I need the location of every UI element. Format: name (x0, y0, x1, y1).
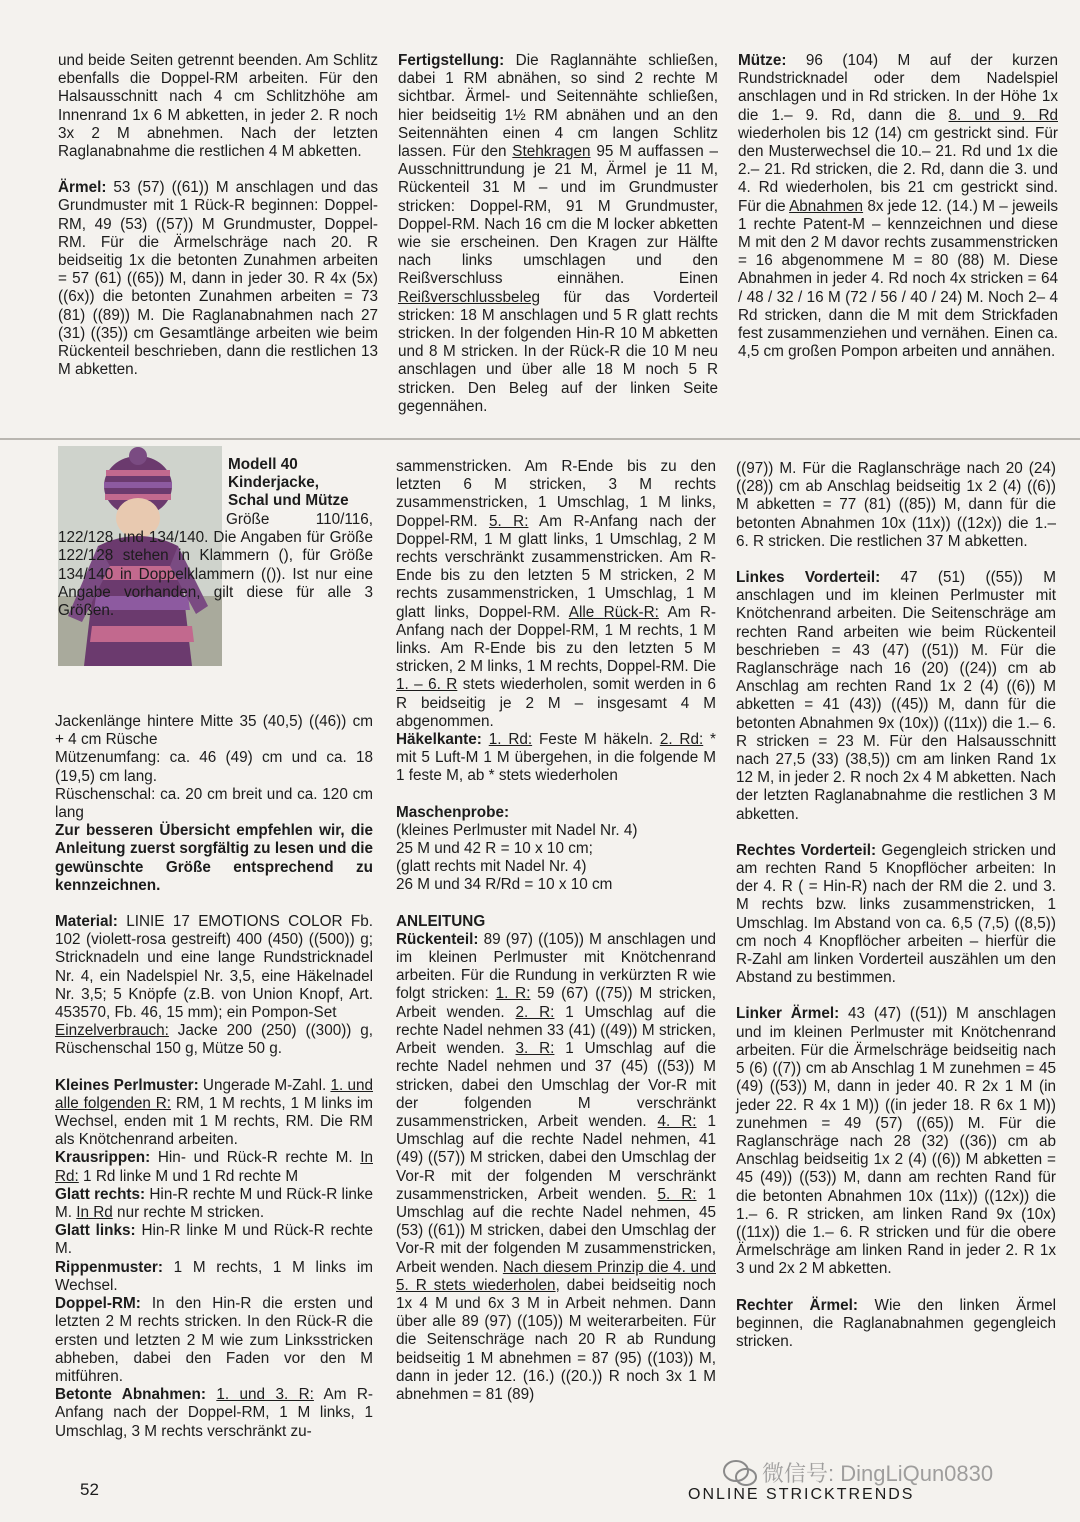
rueckenteil: Rückenteil: 89 (97) ((105)) M anschlagen und im kleinen Perlmuster mit Knötchenrand arbeiten. Für die Rundung in verkürzten R wie folgt stricken: 1. R: 59 (67) ((75)) M stricken, Arbeit wenden. 2. R: 1 Umschlag auf die rechte Nadel nehmen 33 (41) ((49)) M stricken, Arbeit wenden. 3. R: 1 Umschlag auf die rechte Nadel nehmen und 37 (45) ((53)) M stricken, dabei den Umschlag der Vor-R mit der folgenden M verschränkt zusammenstricken, Arbeit wenden. 4. R: 1 Umschlag auf die rechte Nadel nehmen, 41 (49) ((57)) M stricken, dabei den Umschlag der Vor-R mit der folgenden M verschränkt zusammenstricken, Arbeit wenden. 5. R: 1 Umschlag auf die rechte Nadel nehmen, 45 (53) ((61)) M stricken, dabei den Umschlag der Vor-R mit der folgenden M zusammenstricken, Arbeit wenden. Nach diesem Prinzip die 4. und 5. R stets wiederholen, dabei beidseitig noch 1x 4 M und 6x 3 M in Arbeit nehmen. Dann über alle 89 (97) ((105)) M weiterarbeiten. Für die Seitenschräge nach 20 R ab Rundung beidseitig 1 M abnehmen = 87 (95) ((103)) M, dann in jeder 12. (16.) ((20.)) R noch 3x 1 M abnehmen = 81 (89) (396, 930, 716, 1403)
underlined-term: Abnahmen (789, 197, 864, 215)
section-divider (0, 438, 1080, 440)
rechter-aermel: Rechter Ärmel: Wie den linken Ärmel beginnen, die Raglanabnahmen gegengleich stricken. (736, 1296, 1057, 1350)
bottom-column-1-intro (228, 456, 373, 511)
watermark-text: 微信号: DingLiQun0830 (762, 1461, 994, 1486)
paragraph (58, 52, 378, 161)
text: 96 (104) M auf der kurzen Rundstricknadel oder dem Nadelspiel anschlagen und in Rd stricken. In der Höhe 1x die 1.– 9. Rd, dann die (738, 52, 1058, 124)
linkes-vorderteil: Linkes Vorderteil: 47 (51) ((55)) M anschlagen und im kleinen Perlmuster mit Knötchenrand arbeiten. Die Seitenschräge am rechten Rand arbeiten wie beim Rückenteil beschrieben = 43 (47) ((51)) M. Für die Raglanschräge nach 16 (20) ((24)) cm ab Anschlag am rechten Rand 1x 2 (4) ((6)) M abketten = 41 (43)) ((45)) M, dann für die betonten Abnahmen 9x (10x)) ((11x)) die 1.– 6. R stricken = 23 M. Für den Halsausschnitt nach 27,5 (33) (38,5)) cm am linken Rand 1x 12 M, in jeder 2. R noch 2x 4 M abketten. Nach der letzten Raglanabnahme die restlichen 3 M abketten. (736, 569, 1056, 823)
doppel-rm: Doppel-RM: In den Hin-R die ersten und letzten 2 M rechts stricken. In den Rück-R die ersten und letzten 2 M wie zum Linksstricken abheben, dabei den Faden vor den M mitführen. (55, 1295, 373, 1385)
top-column-1 (58, 52, 378, 397)
model-subtitle: Schal und Mütze (228, 492, 349, 510)
bottom-column-3 (736, 460, 1056, 1369)
text: für das Vorderteil stricken: 18 M anschlagen und 5 R glatt rechts stricken. In der folgenden Hin-R 10 M abketten und 8 M stricken. In der Rück-R die 10 M neu anschlagen und über alle 18 M noch 5 R stricken. Den Beleg auf der linken Seite gegennähen. (398, 288, 718, 415)
glatt-links: Glatt links: Hin-R linke M und Rück-R rechte M. (55, 1222, 374, 1258)
maschenprobe: Maschenprobe: (kleines Perlmuster mit Nadel Nr. 4) 25 M und 42 R = 10 x 10 cm; (glatt rechts mit Nadel Nr. 4) 26 M und 34 R/Rd = 10 x 10 cm (396, 803, 638, 894)
jacket-length: Jackenlänge hintere Mitte 35 (40,5) ((46)) cm + 4 cm Rüsche (55, 713, 373, 749)
sizes-text: Größe 110/116, 122/128 und 134/140. Die Angaben für Größe 122/128 stehen in Klammern (), für Größe 134/140 in Doppelklammern (()). Ist nur eine Angabe vorhanden, gilt diese für alle 3 Größen. (58, 511, 373, 620)
betonte-abnahmen: Betonte Abnahmen: 1. und 3. R: Am R-Anfang nach der Doppel-RM, 1 M links, 1 Umschlag, 3 M rechts verschränkt zu- (55, 1386, 373, 1440)
scarf-size: Rüschenschal: ca. 20 cm breit und ca. 120 cm lang (55, 785, 373, 822)
underlined-term: Einzelverbrauch: (55, 1022, 169, 1040)
paragraph-fertigstellung (398, 52, 718, 416)
text: 8x jede 12. (14.) M – jeweils 1 rechte Patent-M – kennzeichnen und diese M mit den 2 M davor rechts zusammenstricken = 16 abgenommene M = 80 (88) M. Diese Abnahmen in jeder 4. Rd noch 4x stricken = 64 / 48 / 32 / 16 M (72 / 56 / 40 / 24) M. Noch 2– 4 Rd stricken, dann die M mit dem Strickfaden fest zusammenziehen und vernähen. Einen ca. 4,5 cm großen Pompon arbeiten und annähen. (738, 197, 1058, 361)
heading: Mütze: (738, 52, 787, 69)
bottom-column-1-sizes (58, 511, 373, 620)
underlined-term: Stehkragen (512, 143, 591, 161)
magazine-brand: ONLINE STRICKTRENDS (688, 1486, 915, 1503)
top-column-2 (398, 52, 718, 434)
wechat-icon (722, 1458, 758, 1488)
glatt-rechts: Glatt rechts: Hin-R rechte M und Rück-R linke M. In Rd nur rechte M stricken. (55, 1185, 374, 1222)
anleitung-heading: ANLEITUNG (396, 912, 486, 930)
model-title: Modell 40 (228, 456, 298, 473)
text: und beide Seiten getrennt beenden. Am Schlitz ebenfalls die Doppel-RM arbeiten. Für den Halsausschnitt nach 4 cm Schlitzhöhe am Innenrand 1x 6 M abketten, in jeder 2. R noch 3x 2 M abnehmen. Nach der letzten Raglanabnahme die restlichen 4 M abketten. (58, 52, 378, 161)
hat-size: Mützenumfang: ca. 46 (49) cm und ca. 18 (19,5) cm lang. (55, 749, 373, 785)
raglan-continued: ((97)) M. Für die Raglanschräge nach 20 (24) ((28)) cm ab Anschlag beidseitig 1x 2 (4) ((6)) M abketten = 77 (81) ((85)) M, dann für die betonten Abnahmen 10x (11x)) ((12x)) die 1.– 6. R stricken. Die restlichen 37 M abketten. (736, 460, 1056, 550)
text: Die Raglannähte schließen, dabei 1 RM abnähen, so sind 2 rechte M sichtbar. Ärmel- und Seitennähte schließen, hier beidseitig 1½ RM abnähen und an den Seitennähten einen 4 cm langen Schlitz lassen. Für den (398, 52, 718, 161)
heading: Ärmel: (58, 179, 107, 197)
hint-note: Zur besseren Übersicht empfehlen wir, die Anleitung zuerst sorgfältig zu lesen und die gewünschte Größe entsprechend zu kennzeichnen. (55, 822, 373, 894)
rippenmuster: Rippenmuster: 1 M rechts, 1 M links im Wechsel. (55, 1258, 373, 1294)
abnahmen-continued: sammenstricken. Am R-Ende bis zu den letzten 6 M stricken, 3 M rechts zusammenstricken, 1 Umschlag, 1 M links, Doppel-RM. 5. R: Am R-Anfang nach der Doppel-RM, 1 M glatt links, 1 Umschlag, 2 M rechts verschränkt zusammenstricken. Am R-Ende bis zu den letzten 5 M stricken, 2 M rechts zusammenstricken, 1 Umschlag, 1 M glatt links, Doppel-RM. Alle Rück-R: Am R-Anfang nach der Doppel-RM, 1 M rechts, 1 M links. Am R-Ende bis zu den letzten 5 M stricken, 2 M links, 1 M rechts, Doppel-RM. Die 1. – 6. R stets wiederholen, somit werden in 6 R beidseitig je 2 M – insgesamt 4 M abgenommen. Häkelkante: 1. Rd: Feste M häkeln. 2. Rd: * mit 5 Luft-M 1 M übergehen, in die folgende M 1 feste M, ab * stets wiederholen (396, 458, 717, 785)
paragraph-muetze (738, 52, 1058, 361)
model-subtitle: Kinderjacke, (228, 474, 319, 492)
bottom-column-1 (55, 713, 373, 1441)
page-number: 52 (80, 1480, 99, 1499)
bottom-column-2 (396, 458, 716, 1404)
krausrippen: Krausrippen: Hin- und Rück-R rechte M. In Rd: 1 Rd linke M und 1 Rd rechte M (55, 1149, 373, 1185)
rechtes-vorderteil: Rechtes Vorderteil: Gegengleich stricken und am rechten Rand 5 Knopflöcher arbeiten: In der 4. R ( = Hin-R) nach der RM die 2. und 3. M rechts bzw. links zusammenstricken, 1 Umschlag. Im Abstand von ca. 6,5 (7,5) ((8,5)) cm noch 4 Knopflöcher arbeiten – hierfür die R-Zahl am linken Vorderteil auszählen um den Abstand zu bestimmen. (736, 841, 1056, 987)
text: wiederholen bis 12 (14) cm gestrickt sind. Für den Musterwechsel die 10.– 21. Rd und 1x die 2.– 21. Rd stricken, die 2. Rd, dann die 3. und 4. Rd wiederholen, bis 21 cm gestrickt sind. Für die (738, 124, 1058, 215)
perlmuster: Kleines Perlmuster: Ungerade M-Zahl. 1. und alle folgenden R: RM, 1 M rechts, 1 M links im Wechsel, enden mit 1 M rechts, RM. Die RM als Knötchenrand arbeiten. (55, 1076, 374, 1149)
text: 95 M auffassen – Ausschnittrundung je 21 M, Ärmel je 11 M, Rückenteil 31 M – und im Grundmuster stricken: Doppel-RM, 91 M Grundmuster, Doppel-RM. Nach 16 cm die M locker abketten wie sie erscheinen. Den Kragen zur Hälfte nach links umschlagen und den Reißverschluss einnähen. Einen (398, 143, 719, 288)
underlined-term: 8. und 9. Rd (948, 106, 1058, 124)
linker-aermel: Linker Ärmel: 43 (47) ((51)) M anschlagen und im kleinen Perlmuster mit Knötchenrand arbeiten. Für die Ärmelschräge beidseitig nach 5 (6) ((7)) cm ab Anschlag 1 M zunehmen = 45 (49) ((53)) M, dann in jeder 40. R 2x 1 M (in jeder 22. R 4x 1 M)) ((in jeder 18. R 6x 1 M)) zunehmen = 49 (57) ((65)) M. Für die Raglanschräge nach 28 (32) ((36)) cm ab Anschlag beidseitig 1x 2 (4) ((6)) M abketten = 45 (49)) ((53)) M, dann am rechten Rand für die betonten Abnahmen 10x (11x)) ((12x)) die 1.– 6. R stricken, am linken Rand 9x (10x) ((11x)) die 1.– 6. R stricken und für die obere Ärmelschräge am linken Rand in jeder 2. R 1x 3 und 2x 2 M abketten. (736, 1005, 1056, 1278)
text: 53 (57) ((61)) M anschlagen und das Grundmuster mit 1 Rück-R beginnen: Doppel-RM, 49 (53) ((57)) M Grundmuster, Doppel-RM. Für die Ärmelschräge nach 20. R beidseitig 1x die betonten Zunahmen arbeiten = 57 (61) ((65)) M, dann in jeder 30. R 4x (5x) ((6x)) die betonten Zunahmen arbeiten = 73 (81) ((89)) M. Die Raglanabnahmen nach 27 (31) ((35)) cm Gesamtlänge arbeiten wie beim Rückenteil beschrieben, dann die restlichen 13 M abketten. (58, 179, 378, 379)
material: Material: LINIE 17 EMOTIONS COLOR Fb. 102 (violett-rosa gestreift) 400 (450) ((500)) g; Stricknadeln und eine lange Rundstricknadel Nr. 4, ein Nadelspiel Nr. 3,5, eine Häkelnadel Nr. 3,5; 5 Knöpfe (z.B. von Union Knopf, Art. 453570, Fb. 46, 15 mm); ein Pompon-Set Einzelverbrauch: Jacke 200 (250) ((300)) g, Rüschenschal 150 g, Mütze 50 g. (55, 913, 373, 1058)
underlined-term: Reißverschlussbeleg (398, 288, 540, 306)
heading: Fertigstellung: (398, 52, 505, 69)
paragraph-aermel (58, 179, 378, 379)
top-column-3 (738, 52, 1058, 379)
